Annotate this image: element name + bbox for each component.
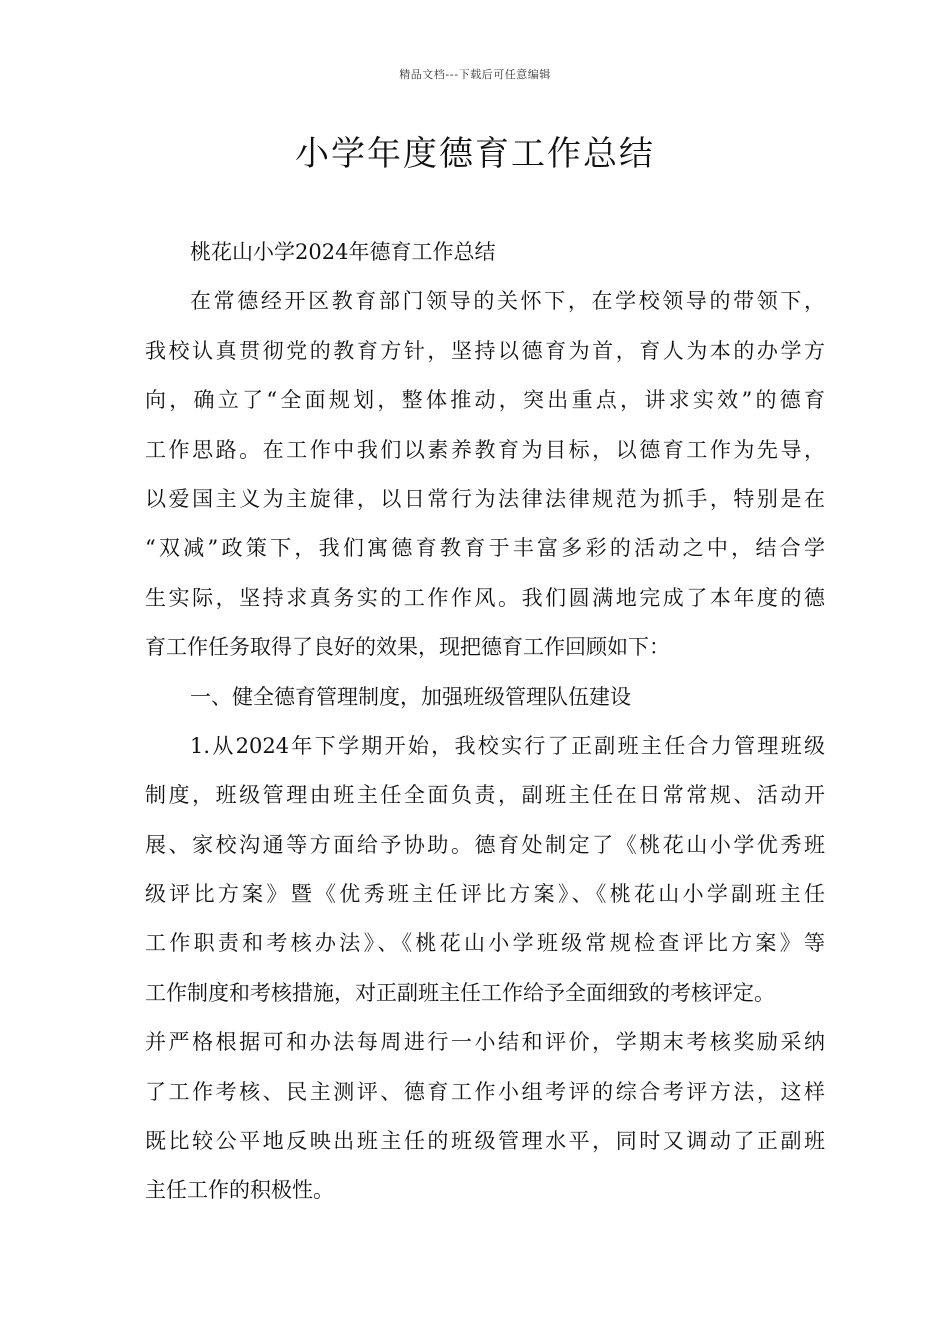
page-title: 小学年度德育工作总结 [295,134,655,174]
paragraph-line: 制度，班级管理由班主任全面负责，副班主任在日常常规、活动开 [145,783,825,808]
paragraph-line: 生实际，坚持求真务实的工作作风。我们圆满地完成了本年度的德 [145,585,825,610]
paragraph-line: 我校认真贯彻党的教育方针，坚持以德育为首，育人为本的办学方 [145,338,825,363]
paragraph-line: “双减”政策下，我们寓德育教育于丰富多彩的活动之中，结合学 [145,536,825,561]
paragraph-line: 1.从2024年下学期开始，我校实行了正副班主任合力管理班级 [190,733,825,758]
document-body [145,228,825,1216]
paragraph-line: 工作思路。在工作中我们以素养教育为目标，以德育工作为先导， [145,437,825,462]
paragraph-line: 向，确立了“全面规划，整体推动，突出重点，讲求实效”的德育 [145,388,825,413]
paragraph-line: 工作制度和考核措施，对正副班主任工作给予全面细致的考核评定。 [145,980,775,1005]
subtitle-line: 桃花山小学2024年德育工作总结 [190,240,496,264]
paragraph-line: 主任工作的积极性。 [145,1178,334,1203]
paragraph-line: 既比较公平地反映出班主任的班级管理水平，同时又调动了正副班 [145,1129,825,1154]
paragraph-line: 以爱国主义为主旋律，以日常行为法律法律规范为抓手，特别是在 [145,486,825,511]
paragraph-line: 在常德经开区教育部门领导的关怀下，在学校领导的带领下， [190,289,825,314]
paragraph-line: 并严格根据可和办法每周进行一小结和评价，学期末考核奖励采纳 [145,1030,825,1055]
paragraph-line: 育工作任务取得了良好的效果，现把德育工作回顾如下： [145,635,670,660]
paragraph-line: 级评比方案》暨《优秀班主任评比方案》、《桃花山小学副班主任 [145,882,825,907]
paragraph-line: 工作职责和考核办法》、《桃花山小学班级常规检查评比方案》等 [145,931,825,956]
paragraph-line: 展、家校沟通等方面给予协助。德育处制定了《桃花山小学优秀班 [145,832,825,857]
section-heading: 一、健全德育管理制度，加强班级管理队伍建设 [190,684,631,709]
paragraph-line: 了工作考核、民主测评、德育工作小组考评的综合考评方法，这样 [145,1079,825,1104]
header-note: 精品文档---下载后可任意编辑 [399,68,551,81]
